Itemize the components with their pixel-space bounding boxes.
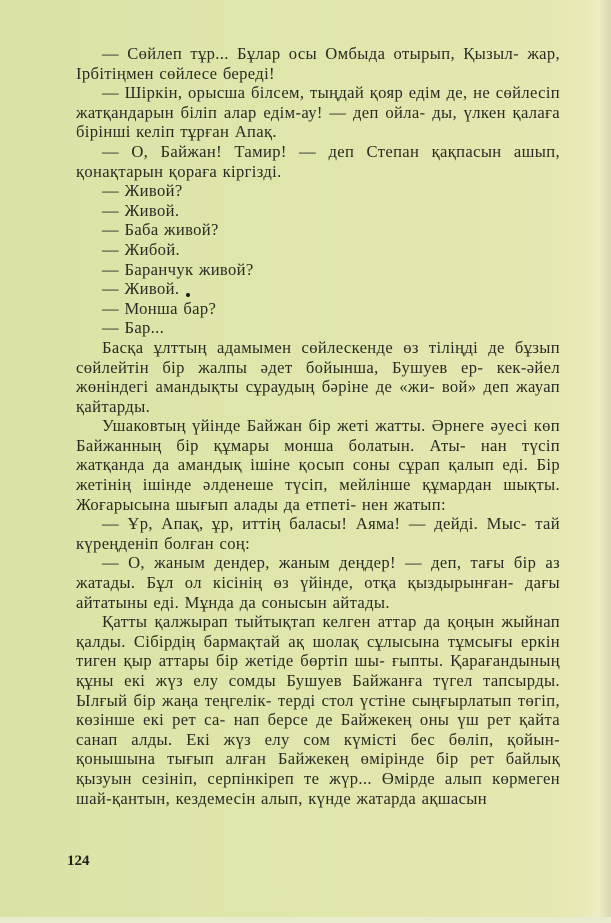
narrative-paragraph (76, 416, 560, 514)
dialogue-paragraph (76, 553, 560, 612)
text-line: сезініп, серпінкіреп те жүр... Өмірде алып көрмеген (141, 768, 560, 788)
text-line: дағы айтатыны еді. Мұнда да сонысын айтады. (76, 573, 561, 612)
page-text-block (76, 44, 560, 808)
dialogue-paragraph (76, 142, 560, 181)
text-line: ғыпты. Қарағандының құны екі жүз елу сомды Бушуев (76, 651, 561, 690)
dialogue-paragraph (76, 201, 560, 221)
text-line: шай-қантын, кездемесін алып, күнде жатарда ақшасын (76, 788, 488, 808)
text-line: ды, үлкен қалаға бірінші келіп тұрған Апақ. (76, 102, 561, 142)
text-line: аз жатады. Бұл ол кісінің өз үйінде, отқа қыздырынған- (76, 553, 560, 593)
text-line: тығып алған Байжекең өмірінде бір рет байлық қызуын (76, 749, 560, 788)
text-line: Байжанға түгел тапсырды. Ылғый бір жаңа теңгелік- (76, 671, 561, 710)
dialogue-paragraph (76, 240, 560, 260)
text-line: — Баба живой? (102, 220, 219, 240)
page-number: 124 (67, 853, 90, 869)
text-line: қалып еді. Бір жетінің ішінде әлденеше түсіп, мейлінше (76, 455, 560, 495)
text-line: құмардан шықты. Жоғарысына шығып алады да етпеті- (76, 475, 561, 514)
text-line: — Живой. (102, 279, 180, 299)
text-line: — Баранчук живой? (102, 259, 254, 279)
narrative-paragraph (76, 338, 560, 416)
text-line: жар, Ірбітіңмен сөйлесе береді! (76, 44, 560, 83)
text-line: — Монша бар? (102, 298, 217, 318)
text-line: бұзып сөйлейтін бір жалпы әдет бойынша, Бушуев ер- (76, 337, 560, 377)
narrative-paragraph (76, 612, 560, 808)
dialogue-paragraph (76, 181, 560, 201)
dialogue-paragraph (76, 514, 560, 553)
dialogue-paragraph (76, 279, 560, 299)
dialogue-paragraph (76, 318, 560, 338)
text-line: жыйнап қалды. Сібірдің бармақтай ақ шолақ сұлысына (76, 612, 560, 651)
text-line: Басқа ұлттың адамымен сөйлескенде өз тіліңді де (102, 337, 505, 357)
text-line: әуесі көп Байжанның бір құмары монша болатын. Аты- (76, 416, 561, 455)
text-line: — О, Байжан! Тамир! — деп Степан қақпасын (102, 141, 502, 161)
text-line: терді стол үстіне сыңғырлатып төгіп, көзінше екі рет са- (76, 690, 560, 730)
text-line: вой» деп жауап қайтарды. (76, 377, 560, 416)
dialogue-paragraph (76, 83, 560, 142)
text-line: тұмсығы еркін тиген қыр аттары бір жетіде бөртіп шы- (76, 631, 561, 671)
text-line: нап берсе де Байжекең оны үш рет қайта санап алды. (76, 710, 560, 749)
text-line: — Шіркін, орысша білсем, тыңдай қояр едім де, не (102, 83, 491, 103)
text-line: — Жибой. (102, 239, 181, 259)
page-bottom-edge (0, 917, 611, 923)
text-line: — Сөйлеп тұр... Бұлар осы Омбыда отырып, Қызыл- (102, 44, 520, 63)
print-speck-dot (186, 293, 190, 297)
text-line: нан түсіп жатқанда да амандық ішіне қосып соны сұрап (76, 435, 561, 475)
text-line: — Бар... (102, 318, 165, 338)
text-line: нен жатып: (361, 494, 446, 514)
dialogue-paragraph (76, 260, 560, 280)
text-line: Қатты қалжырап тыйтықтап келген аттар да қоңын (102, 612, 495, 632)
text-line: Ушаковтың үйінде Байжан бір жеті жатты. Әрнеге (102, 416, 485, 436)
dialogue-paragraph (76, 44, 560, 83)
text-line: — Живой. (102, 200, 180, 220)
text-line: ашып, қонақтарын қораға кіргізді. (76, 141, 560, 181)
text-line: кек-әйел жөніндегі амандықты сұраудың бәріне де «жи- (76, 357, 560, 397)
text-line: — Ұр, Апақ, ұр, иттің баласы! Аяма! — дейді. Мыс- (102, 514, 527, 534)
text-line: — О, жаным дендер, жаным деңдер! — деп, тағы бір (102, 553, 537, 573)
dialogue-paragraph (76, 299, 560, 319)
text-line: Екі жүз елу сом күмісті бес бөліп, қойын-қонышына (76, 729, 561, 769)
text-line: тай күреңденіп болған соң: (76, 514, 560, 553)
text-line: — Живой? (102, 181, 183, 201)
text-line: сөйлесіп жатқандарын біліп алар едім-ау! — деп ойла- (76, 83, 561, 122)
dialogue-paragraph (76, 220, 560, 240)
